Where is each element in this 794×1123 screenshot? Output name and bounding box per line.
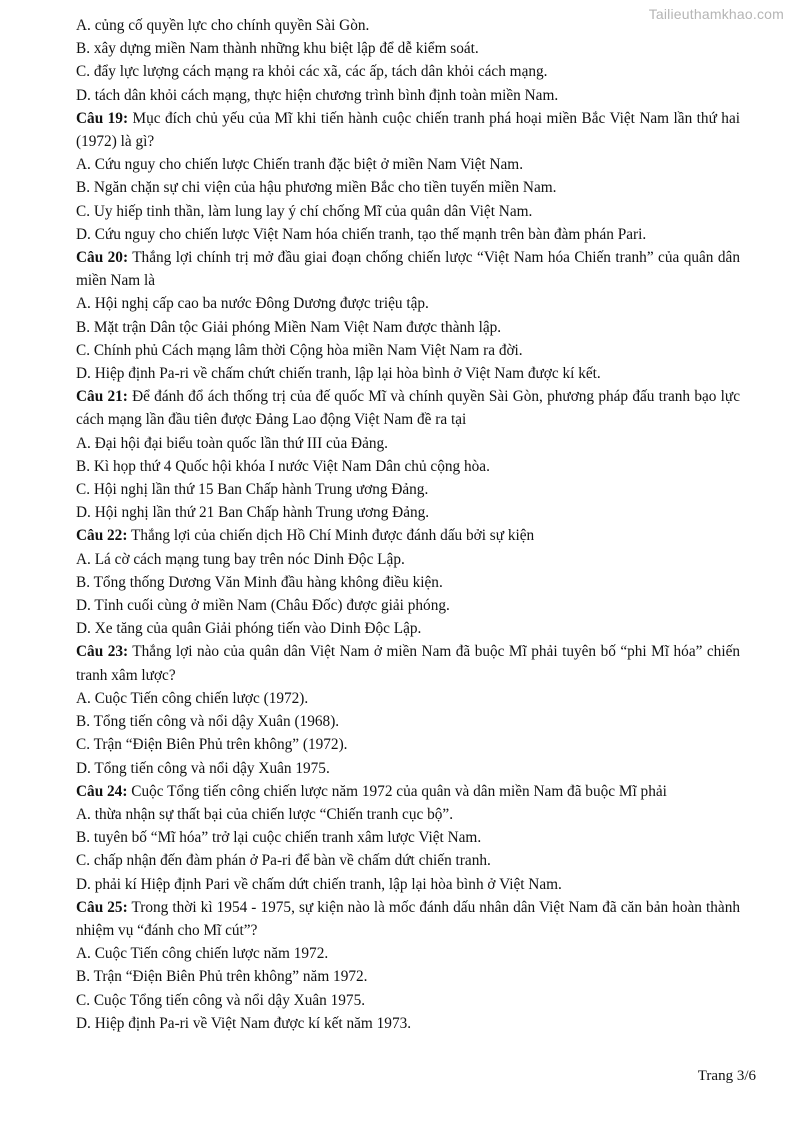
option-a: A. Hội nghị cấp cao ba nước Đông Dương được triệu tập. xyxy=(76,295,429,313)
question-24 xyxy=(76,780,740,896)
question-label: Câu 19: xyxy=(76,109,129,127)
option-d: D. Hội nghị lần thứ 21 Ban Chấp hành Trung ương Đảng. xyxy=(76,504,430,522)
question-label: Câu 23: xyxy=(76,643,129,661)
option-c: C. đẩy lực lượng cách mạng ra khỏi các xã, các ấp, tách dân khỏi cách mạng. xyxy=(76,63,548,81)
question-stem xyxy=(76,246,740,292)
question-22 xyxy=(76,524,740,640)
question-text: Mục đích chủ yếu của Mĩ khi tiến hành cuộc chiến tranh phá hoại miền Bắc Việt Nam lần thứ hai (1972) là gì? xyxy=(76,109,740,151)
question-25 xyxy=(76,896,740,1035)
option-c: D. Tỉnh cuối cùng ở miền Nam (Châu Đốc) được giải phóng. xyxy=(76,597,450,615)
previous-question-options xyxy=(76,14,740,107)
option-d: D. Cứu nguy cho chiến lược Việt Nam hóa chiến tranh, tạo thế mạnh trên bàn đàm phán Pari. xyxy=(76,225,647,243)
option-b: B. tuyên bố “Mĩ hóa” trở lại cuộc chiến tranh xâm lược Việt Nam. xyxy=(76,829,482,847)
question-label: Câu 20: xyxy=(76,249,129,267)
question-text: Thắng lợi chính trị mở đầu giai đoạn chống chiến lược “Việt Nam hóa Chiến tranh” của quân dân miền Nam là xyxy=(76,249,740,290)
option-c: C. Chính phủ Cách mạng lâm thời Cộng hòa miền Nam Việt Nam ra đời. xyxy=(76,341,523,359)
page-number: Trang 3/6 xyxy=(697,1068,756,1084)
option-d: D. tách dân khỏi cách mạng, thực hiện chương trình bình định toàn miền Nam. xyxy=(76,86,559,104)
question-stem xyxy=(76,640,740,686)
question-label: Câu 25: xyxy=(76,898,128,916)
option-a: A. Lá cờ cách mạng tung bay trên nóc Dinh Độc Lập. xyxy=(76,550,405,568)
option-a: A. củng cố quyền lực cho chính quyền Sài Gòn. xyxy=(76,17,370,34)
question-stem xyxy=(76,524,740,547)
question-stem xyxy=(76,385,740,431)
option-c: C. Trận “Điện Biên Phủ trên không” (1972). xyxy=(76,736,348,754)
document-body xyxy=(76,14,740,1035)
question-stem xyxy=(76,780,740,803)
option-d: D. phải kí Hiệp định Pari về chấm dứt chiến tranh, lập lại hòa bình ở Việt Nam. xyxy=(76,875,562,893)
option-a: A. thừa nhận sự thất bại của chiến lược “Chiến tranh cục bộ”. xyxy=(76,805,454,823)
question-19 xyxy=(76,107,740,246)
question-text: Thắng lợi của chiến dịch Hồ Chí Minh được đánh dấu bởi sự kiện xyxy=(127,527,535,545)
option-d: D. Hiệp định Pa-ri về Việt Nam được kí kết năm 1973. xyxy=(76,1014,412,1032)
option-b: B. Kì họp thứ 4 Quốc hội khóa I nước Việt Nam Dân chủ cộng hòa. xyxy=(76,457,490,475)
question-text: Để đánh đổ ách thống trị của đế quốc Mĩ và chính quyền Sài Gòn, phương pháp đấu tranh bạo lực cách mạng lần đầu tiên được Đảng Lao động Việt Nam đề ra tại xyxy=(76,388,740,429)
option-a: A. Cuộc Tiến công chiến lược năm 1972. xyxy=(76,945,329,963)
option-d: D. Hiệp định Pa-ri về chấm chứt chiến tranh, lập lại hòa bình ở Việt Nam được kí kết. xyxy=(76,365,601,383)
question-stem xyxy=(76,896,740,942)
option-c: C. chấp nhận đến đàm phán ở Pa-ri để bàn về chấm dứt chiến tranh. xyxy=(76,852,491,870)
option-b: B. xây dựng miền Nam thành những khu biệt lập để dễ kiểm soát. xyxy=(76,40,479,58)
question-label: Câu 22: xyxy=(76,527,128,545)
option-a: A. Cứu nguy cho chiến lược Chiến tranh đặc biệt ở miền Nam Việt Nam. xyxy=(76,156,524,174)
question-stem xyxy=(76,107,740,153)
question-label: Câu 24: xyxy=(76,782,128,800)
question-23 xyxy=(76,640,740,779)
option-b: B. Mặt trận Dân tộc Giải phóng Miền Nam Việt Nam được thành lập. xyxy=(76,318,502,336)
question-text: Trong thời kì 1954 - 1975, sự kiện nào là mốc đánh dấu nhân dân Việt Nam đã căn bản hoàn thành nhiệm vụ “đánh cho Mĩ cút”? xyxy=(76,898,740,939)
option-b: B. Tổng thống Dương Văn Minh đầu hàng không điều kiện. xyxy=(76,573,443,591)
option-b: B. Trận “Điện Biên Phủ trên không” năm 1972. xyxy=(76,968,368,986)
option-c: C. Uy hiếp tinh thần, làm lung lay ý chí chống Mĩ của quân dân Việt Nam. xyxy=(76,202,533,220)
option-a: A. Cuộc Tiến công chiến lược (1972). xyxy=(76,689,309,707)
watermark-text: Tailieuthamkhao.com xyxy=(648,6,784,22)
option-d: D. Tổng tiến công và nổi dậy Xuân 1975. xyxy=(76,759,330,777)
question-text: Thắng lợi nào của quân dân Việt Nam ở miền Nam đã buộc Mĩ phải tuyên bố “phi Mĩ hóa” chiến tranh xâm lược? xyxy=(76,643,741,684)
option-c: C. Hội nghị lần thứ 15 Ban Chấp hành Trung ương Đảng. xyxy=(76,481,429,499)
option-c: C. Cuộc Tổng tiến công và nổi dậy Xuân 1975. xyxy=(76,991,366,1009)
option-b: B. Ngăn chặn sự chi viện của hậu phương miền Bắc cho tiền tuyến miền Nam. xyxy=(76,179,557,197)
question-label: Câu 21: xyxy=(76,388,128,406)
option-b: B. Tổng tiến công và nổi dậy Xuân (1968). xyxy=(76,713,340,731)
option-d: D. Xe tăng của quân Giải phóng tiến vào Dinh Độc Lập. xyxy=(76,620,422,638)
question-text: Cuộc Tổng tiến công chiến lược năm 1972 của quân và dân miền Nam đã buộc Mĩ phải xyxy=(127,782,667,800)
option-a: A. Đại hội đại biểu toàn quốc lần thứ III của Đảng. xyxy=(76,434,389,452)
question-21 xyxy=(76,385,740,524)
question-20 xyxy=(76,246,740,385)
